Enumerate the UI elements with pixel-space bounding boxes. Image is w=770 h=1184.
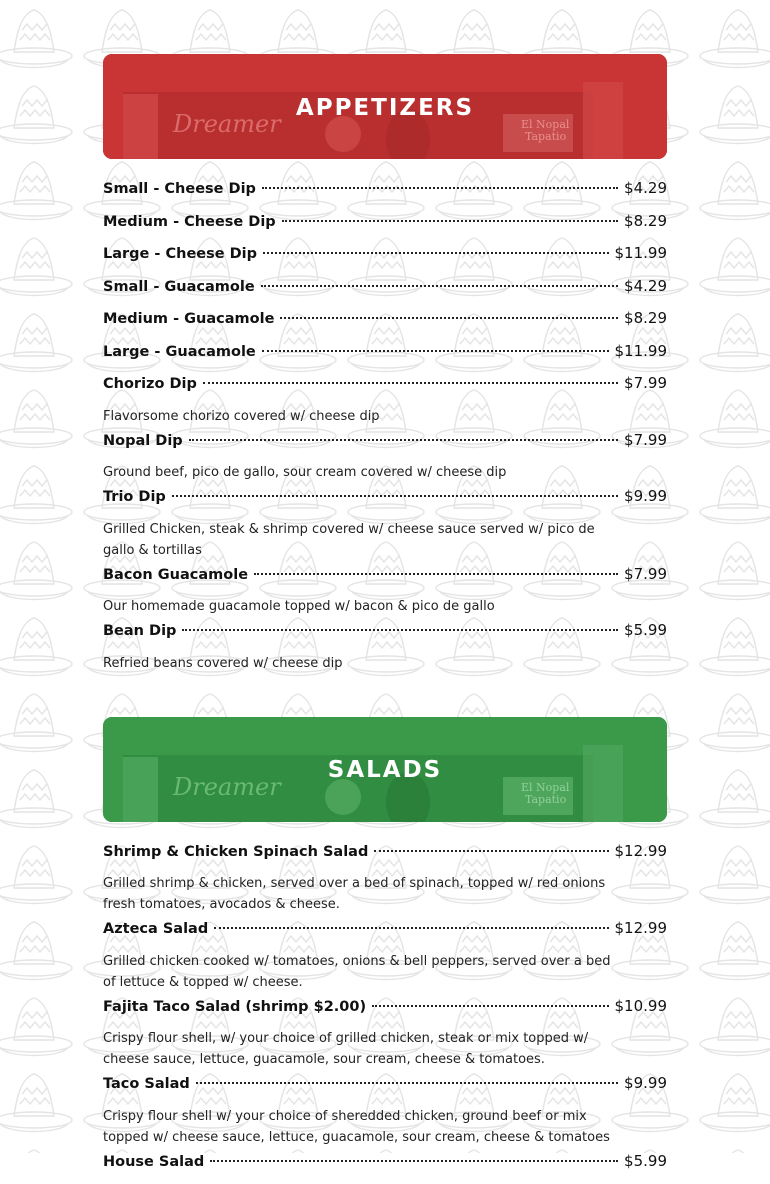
item-description: Our homemade guacamole topped w/ bacon & pico de gallo [103,596,667,617]
leader-dots [374,849,608,852]
list-item [103,842,667,916]
item-name: Large - Cheese Dip [103,246,257,262]
list-item [103,621,667,674]
appetizers-list [103,179,667,674]
appetizers-banner [103,54,667,159]
list-item [103,431,667,484]
item-price: $4.29 [624,277,667,295]
item-name: Small - Cheese Dip [103,181,256,197]
item-name: Medium - Cheese Dip [103,214,276,230]
item-price: $12.99 [615,842,668,860]
item-name: Small - Guacamole [103,279,255,295]
list-item [103,487,667,561]
leader-dots [262,186,618,189]
item-price: $7.99 [624,565,667,583]
salads-list [103,842,667,1184]
item-price: $12.99 [615,919,668,937]
list-item [103,1074,667,1148]
banner-shop-sign-line1: El Nopal [521,781,570,794]
leader-dots [262,349,609,352]
list-item [103,179,667,212]
item-price: $9.99 [624,1074,667,1092]
item-name: House Salad [103,1154,204,1170]
list-item [103,997,667,1071]
list-item [103,277,667,310]
item-description: Grilled shrimp & chicken, served over a bed of spinach, topped w/ red onions fresh tomatoes, avocados & cheese. [103,873,667,915]
list-item [103,309,667,342]
leader-dots [189,438,618,441]
leader-dots [263,251,608,254]
item-price: $11.99 [615,342,668,360]
item-price: $8.29 [624,212,667,230]
item-description: Refried beans covered w/ cheese dip [103,653,667,674]
list-item [103,342,667,375]
list-item [103,919,667,993]
list-item [103,565,667,618]
banner-shop-sign-line2: Tapatio [525,130,567,143]
item-description: Crispy flour shell w/ your choice of sheredded chicken, ground beef or mix topped w/ cheese sauce, lettuce, guacamole, sour cream, cheese & tomatoes [103,1106,667,1148]
list-item [103,244,667,277]
item-price: $11.99 [615,244,668,262]
item-name: Taco Salad [103,1076,190,1092]
leader-dots [254,572,618,575]
leader-dots [282,219,618,222]
leader-dots [372,1004,608,1007]
item-name: Bacon Guacamole [103,567,248,583]
leader-dots [172,494,618,497]
leader-dots [214,926,608,929]
item-price: $10.99 [615,997,668,1015]
item-description: Grilled chicken cooked w/ tomatoes, onions & bell peppers, served over a bed of lettuce & topped w/ cheese. [103,951,667,993]
leader-dots [182,628,618,631]
banner-dreamer-text: Dreamer [172,110,282,138]
section-title: SALADS [328,757,442,783]
section-title: APPETIZERS [296,95,474,121]
leader-dots [203,381,618,384]
item-name: Bean Dip [103,623,176,639]
item-price: $9.99 [624,487,667,505]
item-price: $5.99 [624,1152,667,1170]
item-name: Nopal Dip [103,433,183,449]
item-name: Large - Guacamole [103,344,256,360]
list-item [103,1152,667,1184]
list-item [103,212,667,245]
salads-banner [103,717,667,822]
item-price: $7.99 [624,374,667,392]
item-price: $8.29 [624,309,667,327]
leader-dots [280,316,618,319]
item-description: Ground beef, pico de gallo, sour cream covered w/ cheese dip [103,462,667,483]
item-description: Grilled Chicken, steak & shrimp covered w/ cheese sauce served w/ pico de gallo & tortillas [103,519,667,561]
banner-shop-sign-line2: Tapatio [525,793,567,806]
leader-dots [261,284,618,287]
item-description: Flavorsome chorizo covered w/ cheese dip [103,406,667,427]
item-name: Medium - Guacamole [103,311,274,327]
item-name: Fajita Taco Salad (shrimp $2.00) [103,999,366,1015]
item-name: Chorizo Dip [103,376,197,392]
item-description: Crispy flour shell, w/ your choice of grilled chicken, steak or mix topped w/ cheese sauce, lettuce, guacamole, sour cream, cheese & tomatoes. [103,1028,667,1070]
item-name: Shrimp & Chicken Spinach Salad [103,844,368,860]
item-name: Trio Dip [103,489,166,505]
item-name: Azteca Salad [103,921,208,937]
banner-shop-sign-line1: El Nopal [521,118,570,131]
item-price: $4.29 [624,179,667,197]
menu-content [103,54,667,1184]
item-price: $5.99 [624,621,667,639]
leader-dots [196,1081,618,1084]
list-item [103,374,667,427]
item-price: $7.99 [624,431,667,449]
leader-dots [210,1159,618,1162]
banner-dreamer-text: Dreamer [172,773,282,801]
